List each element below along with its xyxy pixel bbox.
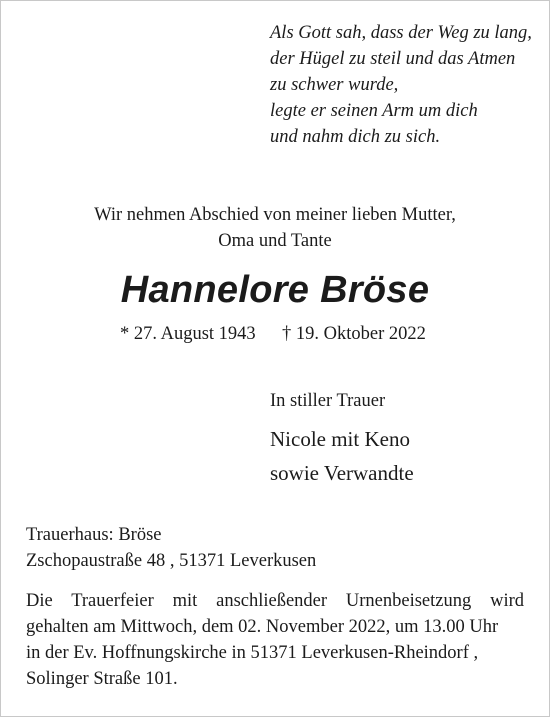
poem-line: zu schwer wurde, — [270, 75, 399, 95]
funeral-service-info — [26, 588, 524, 692]
mourning-heading: In stiller Trauer — [270, 391, 386, 411]
service-line: Die Trauerfeier mit anschließender Urnenbeisetzung wird — [26, 591, 524, 611]
mourner: sowie Verwandte — [270, 461, 414, 485]
poem-line: und nahm dich zu sich. — [270, 127, 441, 147]
address-line: Trauerhaus: Bröse — [26, 525, 162, 545]
service-line: in der Ev. Hoffnungskirche in 51371 Leverkusen-Rheindorf , — [26, 643, 479, 663]
mourner: Nicole mit Keno — [270, 427, 410, 451]
intro-line: Oma und Tante — [218, 231, 332, 251]
poem — [270, 20, 532, 150]
service-line: Solinger Straße 101. — [26, 669, 178, 689]
poem-line: Als Gott sah, dass der Weg zu lang, — [270, 23, 532, 43]
address-line: Zschopaustraße 48 , 51371 Leverkusen — [26, 551, 317, 571]
mourners-list — [270, 422, 414, 490]
farewell-intro — [0, 202, 550, 254]
intro-line: Wir nehmen Abschied von meiner lieben Mutter, — [94, 205, 456, 225]
deceased-name: Hannelore Bröse — [120, 269, 430, 311]
death-date: † 19. Oktober 2022 — [282, 324, 426, 344]
poem-line: legte er seinen Arm um dich — [270, 101, 478, 121]
birth-date: * 27. August 1943 — [120, 324, 256, 344]
house-of-mourning-address — [26, 522, 316, 574]
service-line: gehalten am Mittwoch, dem 02. November 2022, um 13.00 Uhr — [26, 617, 499, 637]
poem-line: der Hügel zu steil und das Atmen — [270, 49, 516, 69]
